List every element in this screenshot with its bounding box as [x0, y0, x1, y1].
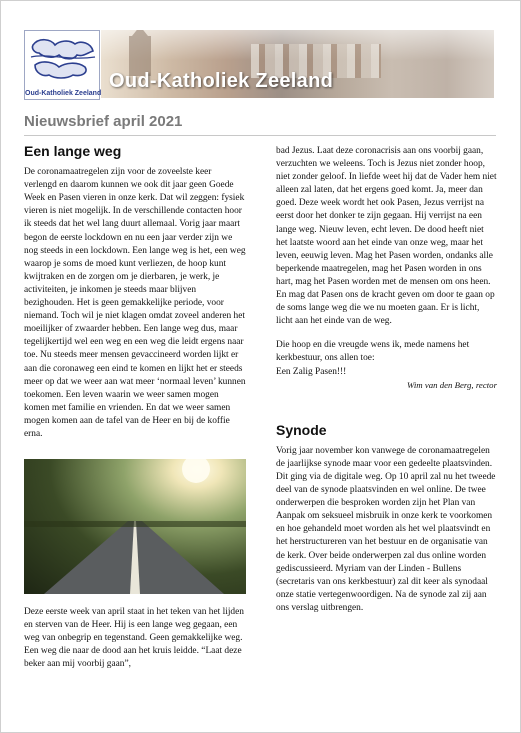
article-title-synode: Synode	[276, 421, 327, 438]
synode-article	[276, 421, 497, 615]
article2-paragraph-1: Vorig jaar november kon vanwege de coronamaatregelen de jaarlijkse synode maar voor een gedeelte plaatsvinden. Dit ging via de digitale weg. Op 10 april zal nu het tweede deel van de synode plaatsvinden en wel online. De twee onderwerpen die besproken worden zijn het Plan van Aanpak om seksueel misbruik in onze kerk te voorkomen en hoe gehandeld moet worden als het wel plaatsvindt en het herstructureren van het bestuur en de organisatie van de kerk. Over beide onderwerpen zal dus online worden gediscussieerd. Myriam van der Linden - Bullens (secretaris van ons kerkbestuur) zal dit keer als synodaal onze statie vertegenwoordigen. Na de synode zal zij aan ons verslag uitbrengen.	[276, 445, 496, 613]
road-sunlight-photo	[24, 459, 246, 594]
title-divider	[24, 135, 496, 136]
logo-text: Oud-Katholiek Zeeland	[25, 90, 102, 97]
article1-paragraph-1: De coronamaatregelen zijn voor de zoveelste keer verlengd en daarom kunnen we ook dit jaar geen Goede Week en Pasen vieren in onze kerk. Dat wil zeggen: fysiek vieren is niet mogelijk. In de verschillende contacten hoor ik steeds dat het wel lang duurt allemaal. Vorig jaar maart begon de eerste lockdown en nu een jaar verder zijn we nog steeds in een lockdown. Een lange weg is het, een weg waarop je soms de moed kunt verliezen, de hoop kunt kwijtraken en de zorgen om je dierbaren, je werk, je activiteiten, je inkomen je steeds maar blijven bezighouden. Het is geen gemakkelijke periode, voor niemand. Toch wil je niet klagen omdat zoveel anderen het moeilijker of zwaarder hebben. Een lange weg dus, maar tegelijkertijd wel een weg en een weg die leidt ergens naar toe. Nu steeds meer mensen gevaccineerd worden lijkt er aan die coronaweg een eind te komen en lijkt het er steeds meer op dat we weer aan wat meer ‘normaal leven’ kunnen toekomen. Een leven waarin we weer samen mogen komen met familie en vrienden. En dat we weer samen mogen komen aan de tafel van de Heer en bij de koffie erna.	[24, 167, 246, 439]
left-column	[24, 145, 246, 672]
road-photo-drawing	[24, 459, 246, 594]
zeeland-map-logo-icon	[25, 31, 99, 89]
article1-paragraph-4: Die hoop en die vreugde wens ik, mede namens het kerkbestuur, ons allen toe:	[276, 340, 470, 364]
article1-signature: Wim van den Berg, rector	[407, 379, 497, 390]
newsletter-title: Nieuwsbrief april 2021	[24, 113, 183, 130]
article1-paragraph-5: Een Zalig Pasen!!!	[276, 366, 347, 377]
header-banner	[101, 30, 494, 98]
article1-paragraph-2: Deze eerste week van april staat in het teken van het lijden en sterven van de Heer. Hij is een lange weg gegaan, een weg van onbegrip en tegenstand. Geen gemakkelijke weg. Een weg die naar de dood aan het kruis leidde. “Laat deze beker aan mij voorbij gaan”,	[24, 607, 244, 670]
right-column	[276, 145, 497, 615]
banner-title: Oud-Katholiek Zeeland	[109, 70, 334, 92]
zeeland-logo	[24, 30, 100, 100]
article-title-een-lange-weg: Een lange weg	[24, 143, 122, 159]
article1-paragraph-3: bad Jezus. Laat deze coronacrisis aan ons voorbij gaan, verzuchten we weleens. Toch is Jezus niet zonder hoop, niet zonder geloof. In liefde weet hij dat de Vader hem niet alleen zal laten, dat het ergens goed komt. Ja, meer dan goed. Deze week wordt het ook Pasen, Jezus verrijst na eerst door het donker te zijn gegaan. Hij verrijst na een lange weg. Nieuw leven, echt leven. De dood heeft niet het laatste woord aan het einde van onze weg, maar het leven, eeuwig leven. Mag het Pasen worden, ondanks alle beperkende maatregelen, mag het Pasen worden in ons hart, mag het Pasen worden met de mensen om ons heen. En mag dat Pasen ons de kracht geven om door te gaan op de soms lange weg die we nu moeten gaan. Er is licht, licht aan het einde van de weg.	[276, 146, 497, 327]
